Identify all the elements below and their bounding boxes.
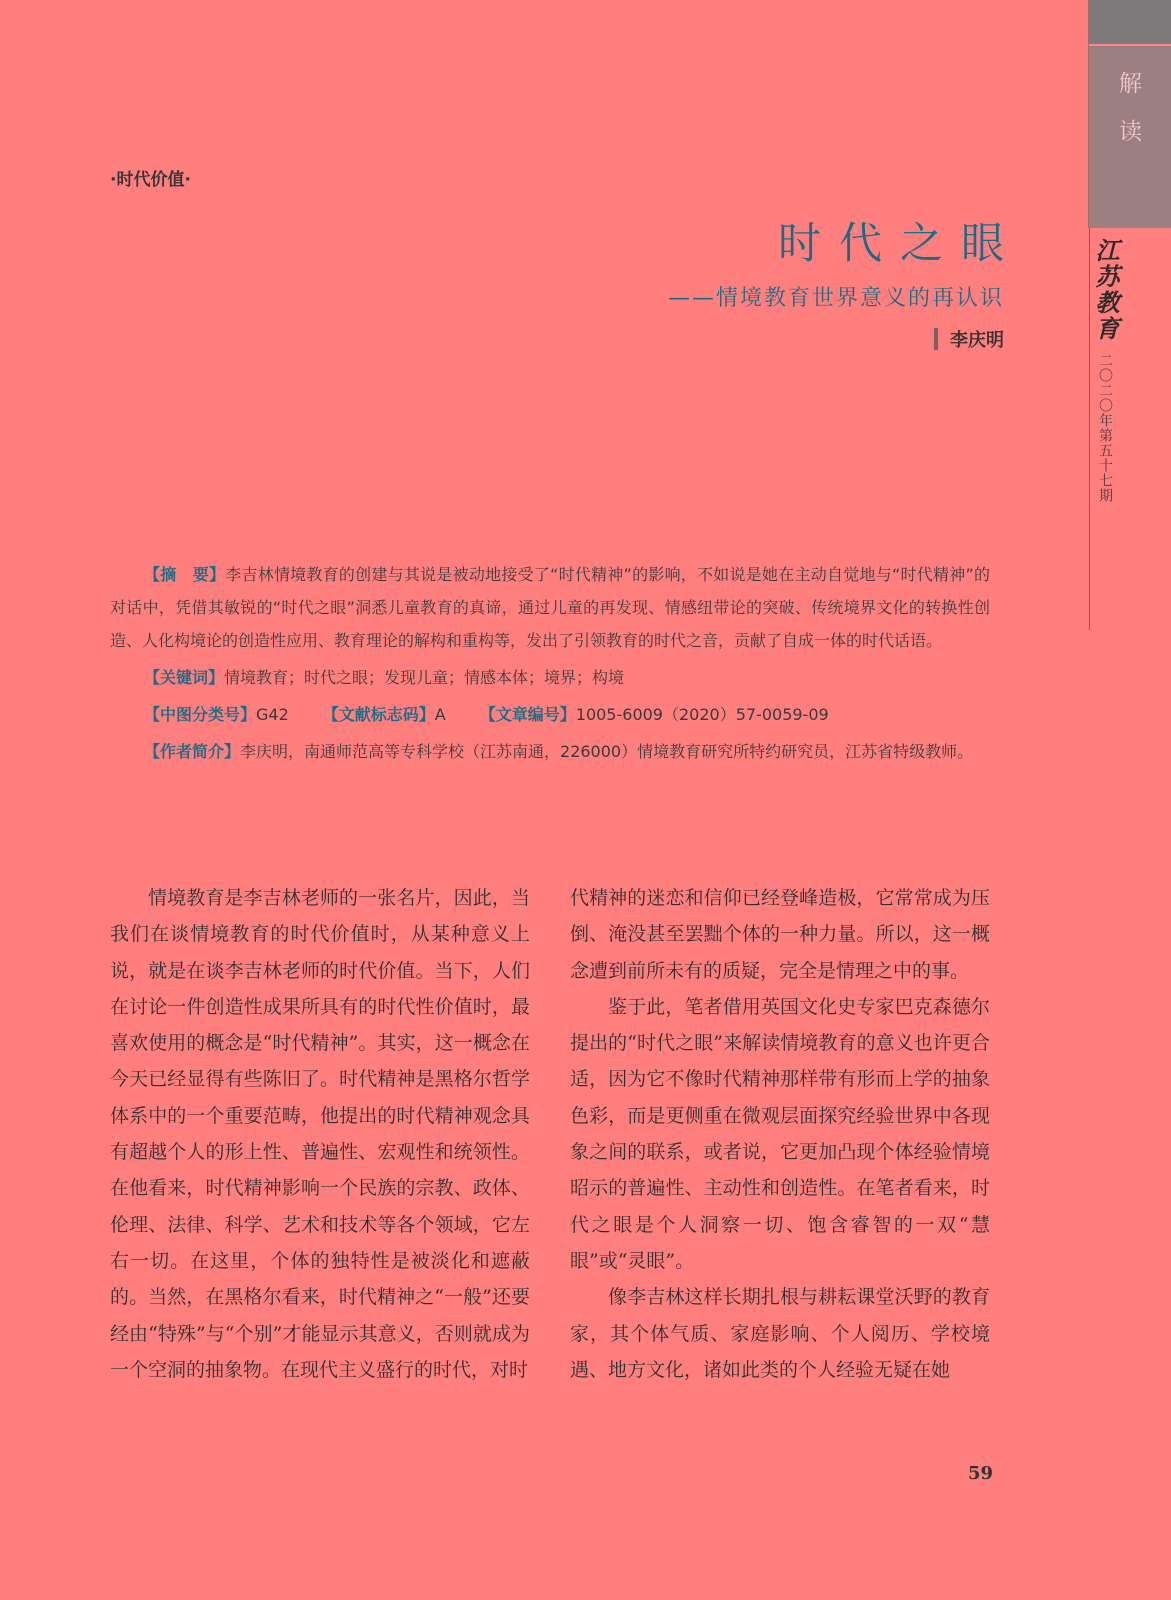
section-tab-label	[1089, 60, 1171, 156]
keywords-label: 【关键词】	[144, 668, 225, 687]
journal-issue: 二〇二〇年第五十七期	[1097, 353, 1113, 504]
article-subtitle: ——情境教育世界意义的再认识	[667, 286, 1004, 311]
body-paragraph: 像李吉林这样长期扎根与耕耘课堂沃野的教育家，其个体气质、家庭影响、个人阅历、学校境遇、地方文化，诸如此类的个人经验无疑在她	[570, 1286, 990, 1381]
author-intro-text: 李庆明，南通师范高等专科学校（江苏南通，226000）情境教育研究所特约研究员，江苏省特级教师。	[240, 742, 974, 761]
body-column-left	[110, 880, 530, 1388]
author-name: 李庆明	[950, 330, 1004, 351]
clc-value: G42	[256, 705, 289, 724]
article-metadata	[110, 558, 990, 772]
doc-code-value: A	[434, 705, 446, 724]
section-tab-char: 读	[1119, 119, 1142, 145]
article-no-label: 【文章编号】	[479, 705, 576, 724]
body-column-right	[570, 880, 990, 1388]
section-tab	[1088, 0, 1171, 228]
author-bar	[934, 328, 938, 350]
abstract-text: 李吉林情境教育的创建与其说是被动地接受了“时代精神”的影响，不如说是她在主动自觉地与“时代精神”的对话中，凭借其敏锐的“时代之眼”洞悉儿童教育的真谛，通过儿童的再发现、情感纽带论的突破、传统境界文化的转换性创造、人化构境论的创造性应用、教育理论的解构和重构等，发出了引领教育的时代之音，贡献了自成一体的时代话语。	[110, 565, 990, 650]
column-tag: ·时代价值·	[110, 170, 191, 190]
abstract-label: 【摘 要】	[144, 565, 226, 584]
author-intro	[110, 735, 990, 768]
page-number: 59	[967, 1463, 993, 1484]
keywords	[110, 661, 990, 694]
section-tab-strip	[1089, 0, 1171, 46]
article-title: 时代之眼	[778, 219, 1022, 269]
journal-name: 江苏教育	[1091, 238, 1120, 342]
body-paragraph: 鉴于此，笔者借用英国文化史专家巴克森德尔提出的“时代之眼”来解读情境教育的意义也许更合适，因为它不像时代精神那样带有形而上学的抽象色彩，而是更侧重在微观层面探究经验世界中各现象之间的联系，或者说，它更加凸现个体经验情境昭示的普遍性、主动性和创造性。在笔者看来，时代之眼是个人洞察一切、饱含睿智的一双“慧眼”或“灵眼”。	[570, 995, 990, 1272]
author-intro-label: 【作者简介】	[144, 742, 241, 761]
journal-running-head	[1093, 238, 1123, 503]
body-paragraph: 代精神的迷恋和信仰已经登峰造极，它常常成为压倒、淹没甚至罢黜个体的一种力量。所以，这一概念遭到前所未有的质疑，完全是情理之中的事。	[570, 887, 990, 982]
author-byline	[934, 326, 1004, 352]
keywords-text: 情境教育；时代之眼；发现儿童；情感本体；境界；构境	[224, 668, 625, 687]
section-tab-char: 解	[1119, 71, 1142, 97]
clc-label: 【中图分类号】	[144, 705, 257, 724]
doc-code-label: 【文献标志码】	[322, 705, 435, 724]
article-body	[110, 880, 990, 1388]
classification-codes	[110, 698, 990, 731]
article-no-value: 1005-6009（2020）57-0059-09	[575, 705, 829, 724]
abstract	[110, 558, 990, 657]
body-paragraph: 情境教育是李吉林老师的一张名片，因此，当我们在谈情境教育的时代价值时，从某种意义上说，就是在谈李吉林老师的时代价值。当下，人们在讨论一件创造性成果所具有的时代性价值时，最喜欢使用的概念是“时代精神”。其实，这一概念在今天已经显得有些陈旧了。时代精神是黑格尔哲学体系中的一个重要范畴，他提出的时代精神观念具有超越个人的形上性、普遍性、宏观性和统领性。在他看来，时代精神影响一个民族的宗教、政体、伦理、法律、科学、艺术和技术等各个领域，它左右一切。在这里，个体的独特性是被淡化和遮蔽的。当然，在黑格尔看来，时代精神之“一般”还要经由“特殊”与“个别”才能显示其意义，否则就成为一个空洞的抽象物。在现代主义盛行的时代，对时	[110, 887, 530, 1381]
